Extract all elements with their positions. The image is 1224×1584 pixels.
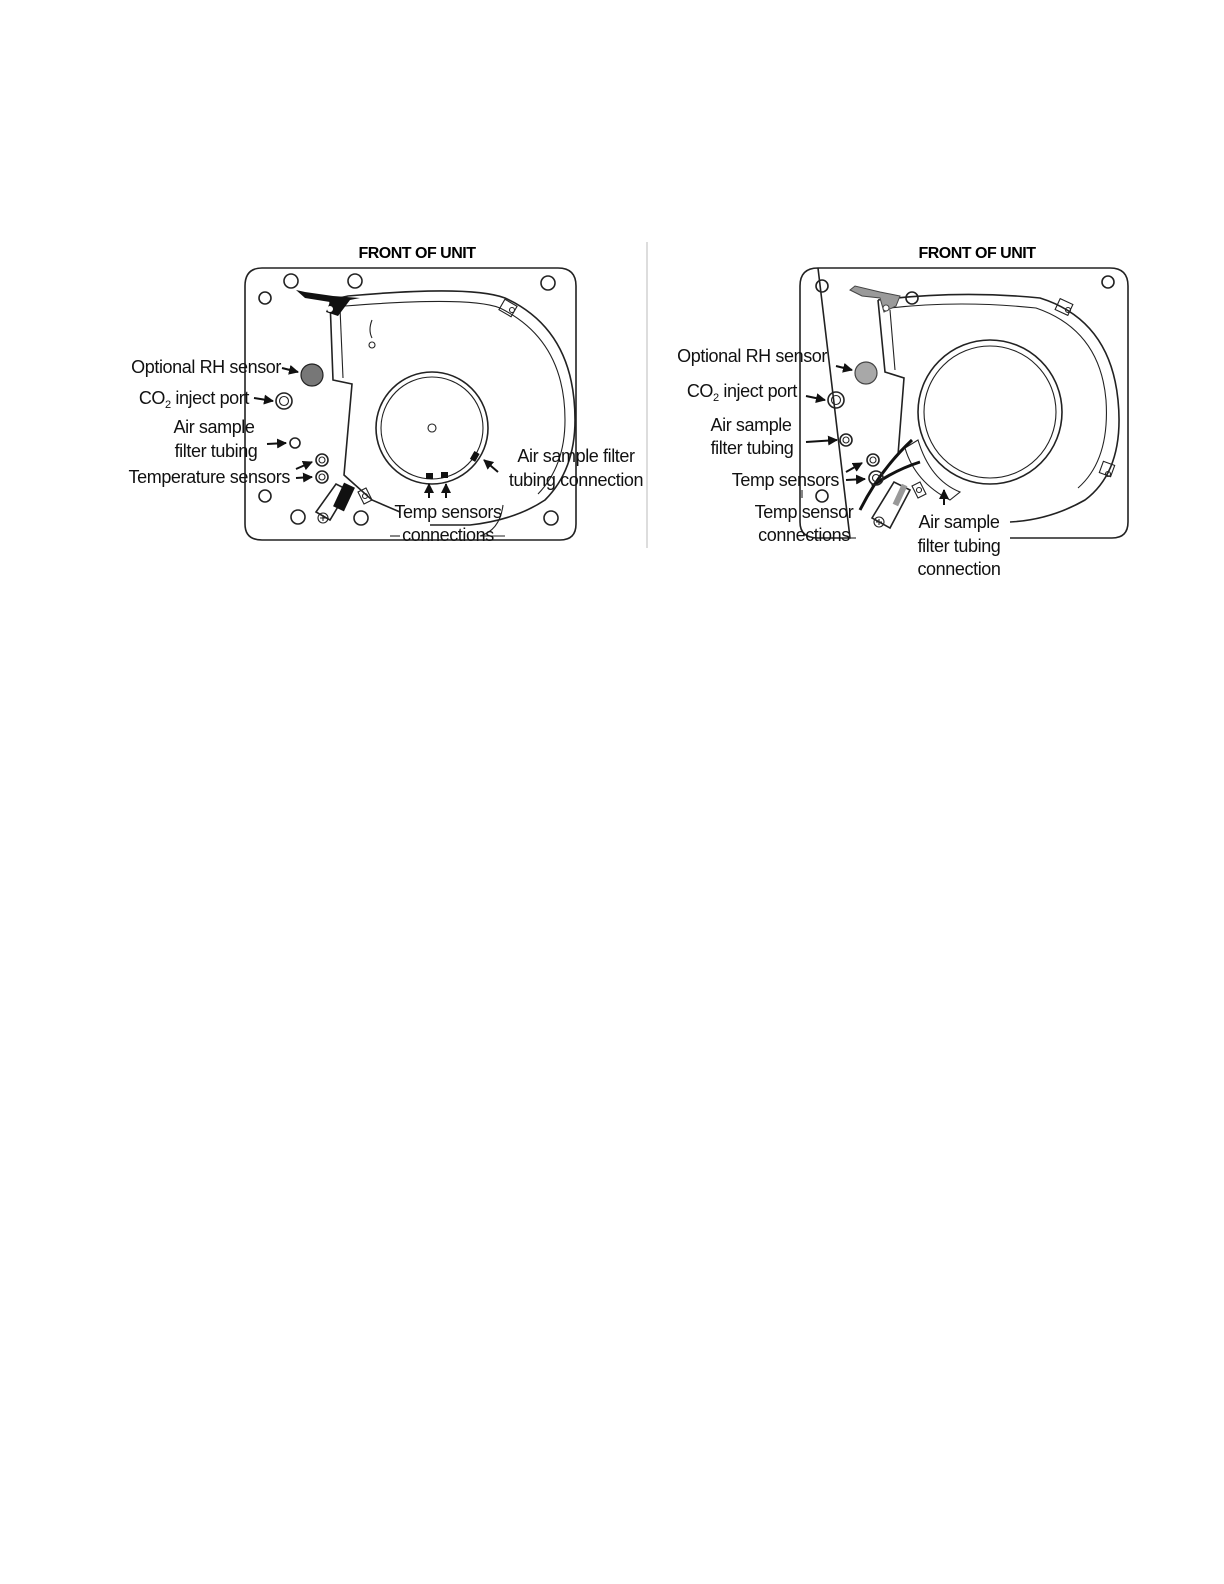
left-label-air-sample-2: filter tubing: [174, 441, 258, 461]
left-mounting-plate: [245, 268, 576, 540]
right-label-filter-connection-1: Air sample: [918, 512, 1000, 532]
right-label-air-sample-2: filter tubing: [710, 438, 794, 458]
right-rh-sensor: [855, 362, 877, 384]
left-label-filter-connection-1: Air sample filter: [517, 446, 635, 466]
left-impeller: [376, 372, 488, 484]
right-air-sample-filter-tubing: [840, 434, 852, 446]
right-label-temp-sensors: Temp sensors: [731, 470, 839, 490]
right-figure-title: FRONT OF UNIT: [918, 245, 1036, 262]
right-figure: [677, 245, 1128, 579]
right-blower-housing: [878, 294, 1119, 522]
right-impeller: [905, 340, 1062, 500]
right-label-filter-connection-2: filter tubing: [917, 536, 1001, 556]
left-air-sample-filter-tubing: [290, 438, 300, 448]
right-mounting-plate: [800, 268, 1128, 538]
left-label-rh-sensor: Optional RH sensor: [131, 357, 281, 377]
right-label-co2-inject-port: $CO_2$ inject port: [686, 381, 797, 404]
left-top-bracket: [296, 290, 360, 316]
left-bottom-clamp: [316, 483, 372, 523]
left-label-temp-connections-2: connections: [402, 525, 494, 545]
right-label-air-sample-1: Air sample: [710, 415, 792, 435]
left-temperature-sensors: [316, 454, 328, 483]
left-figure: [129, 245, 644, 545]
right-label-filter-connection-3: connection: [917, 559, 1001, 579]
left-label-temperature-sensors: Temperature sensors: [128, 467, 290, 487]
right-mounting-holes: [816, 276, 1114, 502]
right-label-temp-connections-2: connections: [758, 525, 850, 545]
left-co2-inject-port: [276, 393, 292, 409]
left-label-air-sample-1: Air sample: [173, 417, 255, 437]
right-label-temp-connections-1: Temp sensor: [754, 502, 854, 522]
right-co2-inject-port: [828, 392, 844, 408]
left-rh-sensor: [301, 364, 323, 386]
left-label-temp-connections-1: Temp sensors: [394, 502, 502, 522]
left-label-co2-inject-port: $CO_2$ inject port: [138, 388, 249, 411]
left-temp-sensor-connection-1: [426, 473, 433, 479]
left-figure-title: FRONT OF UNIT: [358, 245, 476, 262]
left-label-filter-connection-2: tubing connection: [508, 470, 644, 490]
right-top-bracket: [850, 286, 900, 312]
left-temp-sensor-connection-2: [441, 472, 448, 478]
right-label-rh-sensor: Optional RH sensor: [677, 346, 827, 366]
